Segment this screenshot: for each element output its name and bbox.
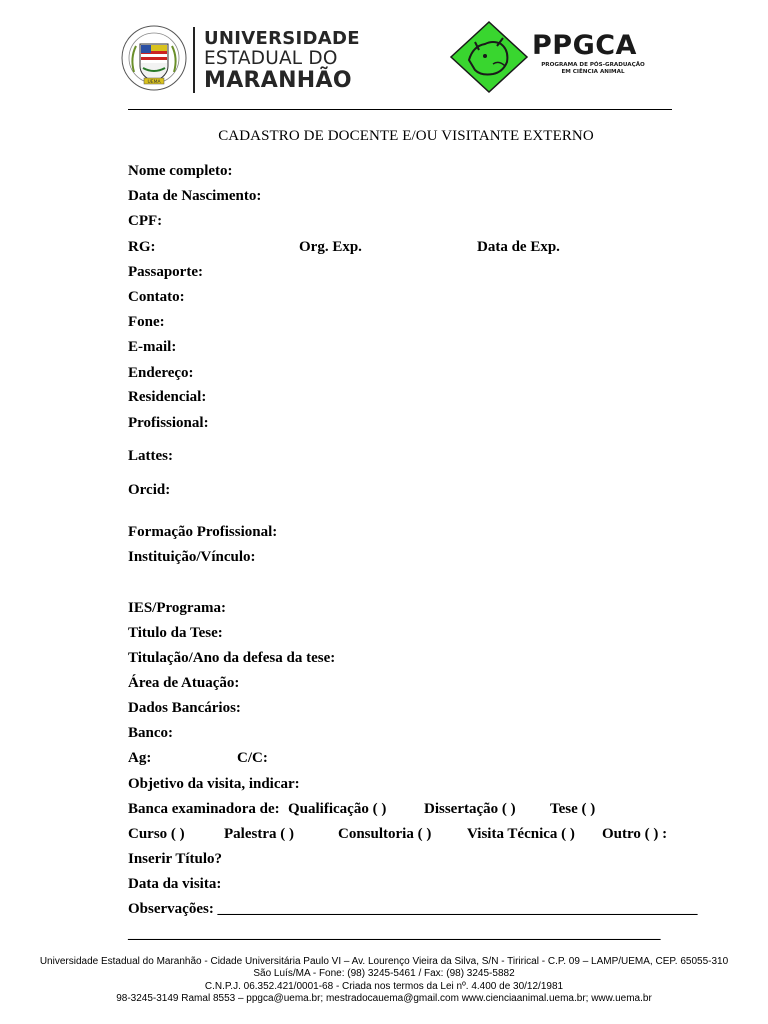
uema-line-2: ESTADUAL DO — [204, 48, 338, 69]
field-profissional: Profissional: — [128, 415, 209, 431]
field-nascimento: Data de Nascimento: — [128, 188, 262, 204]
field-data-exp: Data de Exp. — [477, 239, 560, 255]
field-objetivo: Objetivo da visita, indicar: — [128, 776, 300, 792]
option-dissertacao: Dissertação ( ) — [424, 801, 516, 817]
field-ag: Ag: — [128, 750, 152, 766]
field-fone: Fone: — [128, 314, 165, 330]
document-title: CADASTRO DE DOCENTE E/OU VISITANTE EXTERNO — [218, 128, 594, 144]
field-area: Área de Atuação: — [128, 675, 240, 691]
field-dados-bancarios: Dados Bancários: — [128, 700, 241, 716]
uema-wordmark — [204, 28, 360, 93]
document-header — [0, 0, 768, 116]
option-qualificacao: Qualificação ( ) — [288, 801, 387, 817]
seal-text: UEMA — [147, 80, 161, 85]
field-ies: IES/Programa: — [128, 600, 227, 616]
field-cc: C/C: — [237, 750, 268, 766]
footer-phone: São Luís/MA - Fone: (98) 3245-5461 / Fax: (98) 3245-5882 — [253, 968, 515, 980]
field-data-visita: Data da visita: — [128, 876, 222, 892]
option-tese: Tese ( ) — [550, 801, 596, 817]
field-inserir-titulo: Inserir Título? — [128, 851, 223, 867]
field-instituicao: Instituição/Vínculo: — [128, 549, 256, 565]
field-endereco: Endereço: — [128, 365, 194, 381]
field-orcid: Orcid: — [128, 482, 171, 498]
field-nome: Nome completo: — [128, 163, 233, 179]
field-titulo-tese: Titulo da Tese: — [128, 625, 223, 641]
ppgca-title: PPGCA — [532, 30, 637, 61]
observacoes-line-2: _______________________________________________________________________ — [128, 926, 661, 942]
field-titulacao: Titulação/Ano da defesa da tese: — [128, 650, 336, 666]
ppgca-subtitle-line-2: EM CIÊNCIA ANIMAL — [561, 68, 625, 75]
field-passaporte: Passaporte: — [128, 264, 203, 280]
ppgca-subtitle — [533, 62, 653, 76]
field-banca-label: Banca examinadora de: — [128, 801, 280, 817]
field-banco: Banco: — [128, 725, 173, 741]
footer-contacts: 98-3245-3149 Ramal 8553 – ppgca@uema.br; mestradocauema@gmail.com www.cienciaanimal.uema.br; www.uema.br — [116, 993, 652, 1005]
ppgca-animal-icon — [449, 20, 529, 94]
logo-divider — [193, 27, 195, 93]
uema-seal-logo — [120, 22, 188, 98]
option-outro: Outro ( ) : — [602, 826, 668, 842]
field-lattes: Lattes: — [128, 448, 173, 464]
footer-address: Universidade Estadual do Maranhão - Cidade Universitária Paulo VI – Av. Lourenço Vieira da Silva, S/N - Tirirical - C.P. 09 – LAMP/UEMA, CEP. 65055-310 — [39, 956, 729, 967]
document-footer — [0, 956, 768, 1006]
field-cpf: CPF: — [128, 213, 163, 229]
option-curso: Curso ( ) — [128, 826, 185, 842]
field-observacoes: Observações: ________________________________________________________________ — [128, 901, 698, 917]
footer-cnpj: C.N.P.J. 06.352.421/0001-68 - Criada nos termos da Lei nº. 4.400 de 30/12/1981 — [204, 980, 564, 992]
field-formacao: Formação Profissional: — [128, 524, 278, 540]
field-rg: RG: — [128, 239, 156, 255]
field-email: E-mail: — [128, 339, 177, 355]
field-residencial: Residencial: — [128, 389, 207, 405]
option-visita-tecnica: Visita Técnica ( ) — [467, 826, 575, 842]
uema-line-1: UNIVERSIDADE — [204, 28, 360, 49]
option-consultoria: Consultoria ( ) — [338, 826, 432, 842]
field-contato: Contato: — [128, 289, 185, 305]
uema-line-3: MARANHÃO — [204, 67, 352, 93]
option-palestra: Palestra ( ) — [224, 826, 294, 842]
ppgca-subtitle-line-1: PROGRAMA DE PÓS-GRADUAÇÃO — [541, 62, 645, 68]
field-org-exp: Org. Exp. — [299, 239, 362, 255]
header-rule — [128, 109, 672, 110]
